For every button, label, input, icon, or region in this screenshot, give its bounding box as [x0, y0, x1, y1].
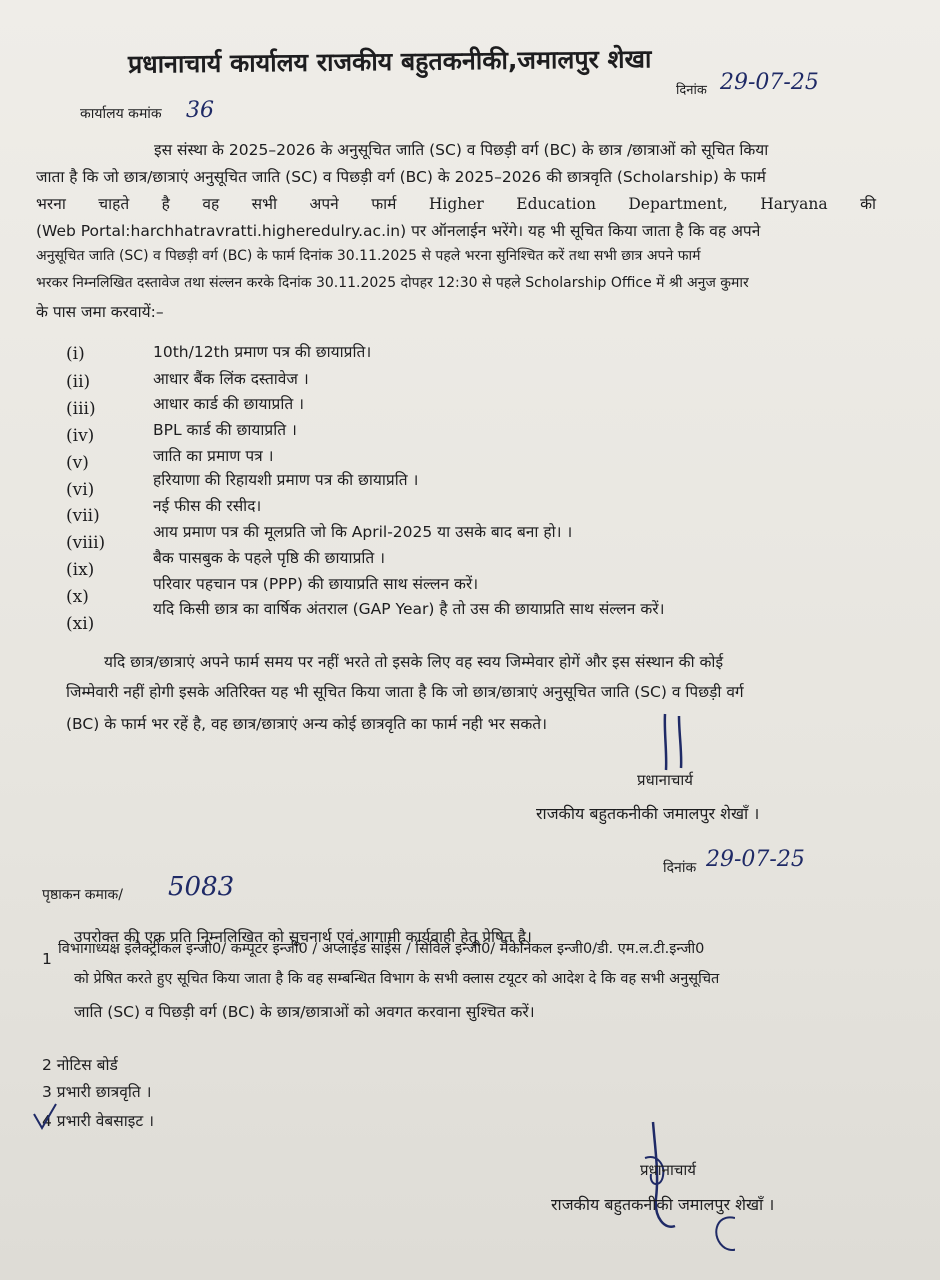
- distribution-1-line-3: जाति (SC) व पिछड़ी वर्ग (BC) के छात्र/छात्राओं को अवगत करवाना सुश्चित करें।: [74, 1003, 535, 1021]
- list-item-number: (i): [66, 344, 85, 364]
- office-title: प्रधानाचार्य कार्यालय राजकीय बहुतकनीकी,जमालपुर शेखा: [127, 44, 652, 79]
- body-line-5: अनुसूचित जाति (SC) व पिछड़ी वर्ग (BC) के फार्म दिनांक 30.11.2025 से पहले भरना सुनिश्चित करें तथा सभी छात्र अपने फार्म: [36, 248, 701, 264]
- list-item-number: (iii): [66, 399, 96, 419]
- list-item-text: हरियाणा की रिहायशी प्रमाण पत्र की छायाप्रति ।: [153, 471, 419, 489]
- signature-date-label: दिनांक: [663, 860, 697, 876]
- body-line-3: भरना चाहते है वह सभी अपने फार्म Higher Education Department, Haryana की: [36, 195, 876, 213]
- tick-mark: [30, 1100, 60, 1140]
- list-item-text: परिवार पहचान पत्र (PPP) की छायाप्रति साथ संल्लन करें।: [153, 575, 479, 593]
- distribution-3: 3 प्रभारी छात्रवृति ।: [42, 1083, 152, 1101]
- distribution-4: 4 प्रभारी वेबसाइट ।: [42, 1112, 154, 1130]
- signatory-designation-1: प्रधानाचार्य: [637, 771, 693, 789]
- list-item-text: आधार कार्ड की छायाप्रति ।: [153, 395, 304, 413]
- list-item-number: (vi): [66, 480, 95, 500]
- list-item-text: 10th/12th प्रमाण पत्र की छायाप्रति।: [153, 343, 372, 361]
- endorsement-label: पृष्ठाकन कमाक/: [42, 887, 124, 903]
- list-item-number: (ix): [66, 560, 95, 580]
- list-item-number: (xi): [66, 614, 95, 634]
- signatory-institution-1: राजकीय बहुतकनीकी जमालपुर शेखाँ ।: [536, 804, 760, 823]
- list-item-text: आय प्रमाण पत्र की मूलप्रति जो कि April-2025 या उसके बाद बना हो। ।: [153, 523, 573, 541]
- list-item-number: (v): [66, 453, 89, 473]
- endorsement-number-handwritten: 5083: [168, 872, 235, 902]
- distribution-2: 2 नोटिस बोर्ड: [42, 1056, 118, 1074]
- closing-line-1: यदि छात्र/छात्राएं अपने फार्म समय पर नहीं भरते तो इसके लिए वह स्वय जिम्मेवार होगें और इस संस्थान की कोई: [104, 653, 724, 671]
- list-item-text: जाति का प्रमाण पत्र ।: [153, 447, 274, 465]
- office-number-label: कार्यालय कमांक: [80, 106, 162, 122]
- body-line-2: जाता है कि जो छात्र/छात्राएं अनुसूचित जाति (SC) व पिछड़ी वर्ग (BC) के 2025–2026 की छात्रवृति (Scholarship) के फार्म: [36, 168, 766, 186]
- list-item-text: आधार बैंक लिंक दस्तावेज ।: [153, 370, 309, 388]
- list-item-number: (viii): [66, 533, 106, 553]
- date-handwritten: 29-07-25: [720, 70, 819, 95]
- list-item-text: यदि किसी छात्र का वार्षिक अंतराल (GAP Year) है तो उस की छायाप्रति साथ संल्लन करें।: [153, 600, 665, 618]
- body-line-7: के पास जमा करवायें:–: [36, 303, 164, 321]
- closing-line-3: (BC) के फार्म भर रहें है, वह छात्र/छात्राएं अन्य कोई छात्रवृति का फार्म नही भर सकते।: [66, 715, 547, 733]
- signatory-designation-2: प्रधानाचार्य: [640, 1161, 696, 1179]
- principal-signature-2: [615, 1118, 735, 1258]
- distribution-1-number: 1: [42, 950, 52, 968]
- list-item-text: नई फीस की रसीद।: [153, 497, 262, 515]
- list-item-number: (x): [66, 587, 89, 607]
- principal-signature-1: [655, 712, 695, 772]
- list-item-text: BPL कार्ड की छायाप्रति ।: [153, 421, 297, 439]
- signatory-institution-2: राजकीय बहुतकनीकी जमालपुर शेखाँ ।: [551, 1195, 775, 1214]
- signature-date-handwritten: 29-07-25: [706, 847, 805, 872]
- distribution-1-line-1: विभागाध्यक्ष इलैक्ट्रीकल इन्जी0/ कम्पूटर इन्जी0 / अप्लाईड सांईस / सिविल इन्जी0/ मैकेनिकल इन्जी0/डी. एम.ल.टी.इन्जी0: [58, 941, 705, 957]
- distribution-1-line-2: को प्रेषित करते हुए सूचित किया जाता है कि वह सम्बन्धित विभाग के सभी क्लास टयूटर को आदेश दे कि वह सभी अनुसूचित: [74, 971, 720, 987]
- date-label: दिनांक: [676, 83, 707, 98]
- office-number-handwritten: 36: [186, 98, 214, 123]
- closing-line-2: जिम्मेवारी नहीं होगी इसके अतिरिक्त यह भी सूचित किया जाता है कि जो छात्र/छात्राएं अनुसूचित जाति (SC) व पिछड़ी वर्ग: [66, 683, 744, 701]
- list-item-text: बैक पासबुक के पहले पृष्ठि की छायाप्रति ।: [153, 549, 386, 567]
- body-line-4: (Web Portal:harchhatravratti.higheredulry.ac.in) पर ऑनलाईन भरेंगे। यह भी सूचित किया जाता है कि वह अपने: [36, 222, 761, 240]
- endorsement-intro: उपरोक्त की एक प्रति निम्नलिखित को सूचनार्थ एवं आगामी कार्यवाही हेतू प्रेषित है।: [74, 928, 532, 946]
- body-line-6: भरकर निम्नलिखित दस्तावेज तथा संल्लन करके दिनांक 30.11.2025 दोपहर 12:30 से पहले Scholarship Office में श्री अनुज कुमार: [36, 275, 749, 291]
- body-line-1: इस संस्था के 2025–2026 के अनुसूचित जाति (SC) व पिछड़ी वर्ग (BC) के छात्र /छात्राओं को सूचित किया: [154, 141, 769, 159]
- list-item-number: (vii): [66, 506, 100, 526]
- list-item-number: (iv): [66, 426, 95, 446]
- list-item-number: (ii): [66, 372, 91, 392]
